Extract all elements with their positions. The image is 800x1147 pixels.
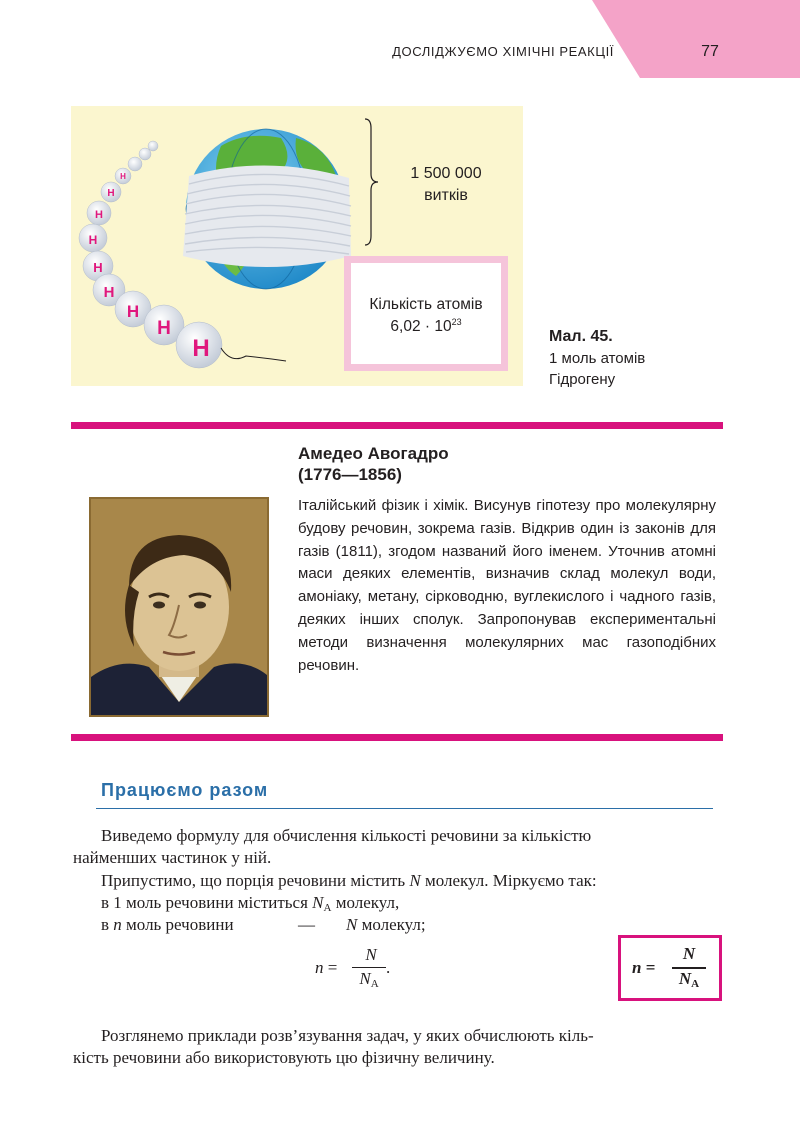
bio-name: Амедео Авогадро [298, 444, 449, 463]
figure-caption-line1: 1 моль атомів [549, 350, 646, 367]
svg-text:H: H [157, 318, 171, 339]
svg-text:H: H [120, 172, 126, 181]
svg-text:H: H [103, 284, 115, 301]
bio-years: (1776—1856) [298, 465, 402, 484]
avogadro-portrait [89, 497, 269, 717]
running-head: ДОСЛІДЖУЄМО ХІМІЧНІ РЕАКЦІЇ [392, 44, 614, 59]
atoms-count-value: $6,02 \cdot 10^{23}$ [390, 317, 462, 335]
turns-label: витків [424, 187, 468, 204]
bio-text: Італійський фізик і хімік. Висунув гіпотезу про молекулярну будову речовин, зокрема газів. Відкрив один із законів для газів (1811), згодом названий його іменем. Уточнив атомні маси деяких елементів, визначив склад молекул води, амоніаку, метану, сірководню, вуглекислого і чадного газів, деяких інших сполук. Запропонував експериментальні методи визначення молекулярних мас газоподібних речовин. [298, 497, 716, 674]
svg-text:H: H [95, 209, 103, 221]
svg-text:H: H [93, 260, 103, 275]
corner-tab [592, 0, 800, 78]
formula-boxed-numerator: N [682, 944, 696, 963]
atoms-exponent: 23 [451, 317, 462, 327]
svg-text:H: H [192, 335, 210, 362]
bio-top-rule [71, 422, 723, 429]
reasoning-line2: в n моль речовини [101, 915, 234, 934]
section-underline [96, 808, 713, 809]
formula-boxed-denominator: $N_A$ [678, 969, 700, 990]
formula-inline: n = [315, 958, 338, 977]
formula-inline-numerator: N [365, 945, 377, 964]
formula-inline-period: . [386, 958, 391, 977]
reasoning-line2-result: N молекул; [346, 915, 426, 934]
atoms-count-label: Кількість атомів [369, 296, 483, 313]
para2-line: Припустимо, що порція речовини містить N молекул. Міркуємо так: [101, 871, 597, 890]
svg-text:H: H [88, 233, 98, 247]
para3-line1: Розглянемо приклади розв’язування задач, у яких обчислюють кіль- [101, 1026, 594, 1045]
formula-inline-denominator: $N_A$ [359, 969, 379, 990]
bio-bottom-rule [71, 734, 723, 741]
para1-line1: Виведемо формулу для обчислення кількості речовини за кількістю [101, 826, 592, 845]
reasoning-line1: в 1 моль речовини міститься $N_A$ молекул, [101, 893, 400, 914]
svg-text:H: H [126, 302, 140, 321]
svg-text:H: H [107, 188, 115, 199]
figure-caption-number: Мал. 45. [549, 328, 613, 345]
turns-count: 1 500 000 [410, 165, 482, 182]
formula-inline-fraction-bar [352, 967, 386, 968]
para3-line2: кість речовини або використовують цю фізичну величину. [73, 1048, 495, 1067]
section-title: Працюємо разом [101, 780, 269, 800]
reasoning-dash: — [298, 915, 315, 934]
figure-caption-line2: Гідрогену [549, 371, 616, 388]
para1-line2: найменших частинок у ній. [73, 848, 272, 867]
page-number: 77 [701, 43, 719, 60]
formula-boxed-lhs: n = [632, 958, 656, 977]
brace-icon [364, 118, 380, 246]
